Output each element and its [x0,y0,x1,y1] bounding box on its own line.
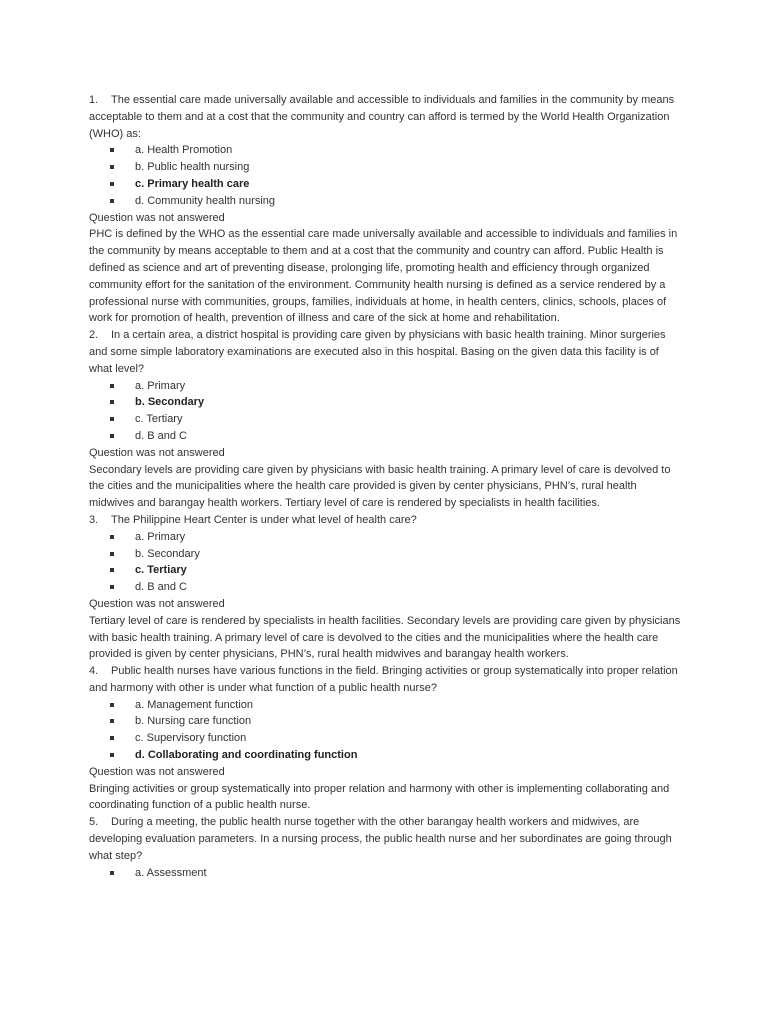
square-bullet-icon [110,585,114,589]
option [89,428,681,445]
question-body: During a meeting, the public health nurse together with the other barangay health workers and midwives, are developing evaluation parameters. In a nursing process, the public health nurse and her subordinates are going through what step? [89,816,672,862]
question-body: The essential care made universally available and accessible to individuals and families in the community by means acceptable to them and at a cost that the community and country can afford is termed by the World Health Organization (WHO) as: [89,94,675,140]
explanation: Bringing activities or group systematically into proper relation and harmony with other is implementing collaborating and coordinating function of a public health nurse. [89,782,670,812]
question-number: 5. [89,816,99,829]
square-bullet-icon [110,703,114,707]
options-list [89,142,681,209]
option-label: c. Primary health care [135,177,250,190]
option-label: d. Collaborating and coordinating function [135,749,358,762]
option-label: a. Management function [135,698,254,711]
question-text [89,814,681,864]
option-label: b. Public health nursing [135,161,250,174]
option-label: c. Tertiary [135,564,187,577]
question-text [89,512,681,529]
square-bullet-icon [110,417,114,421]
question-text [89,663,681,697]
question-number: 4. [89,665,99,678]
square-bullet-icon [110,148,114,152]
option [89,142,681,159]
correct-option [89,394,681,411]
option-label: b. Secondary [135,547,200,560]
question-text [89,92,681,142]
option-label: d. B and C [135,581,187,594]
option [89,529,681,546]
option-label: a. Health Promotion [135,144,233,157]
square-bullet-icon [110,568,114,572]
question-body: Public health nurses have various functions in the field. Bringing activities or group systematically into proper relation and harmony with other is under what function of a public health nurse? [89,665,678,694]
quiz-content [89,92,681,881]
square-bullet-icon [110,434,114,438]
option [89,579,681,596]
option-label: a. Assessment [135,866,207,879]
question-text [89,327,681,377]
option [89,730,681,747]
option-label: a. Primary [135,530,186,543]
option [89,697,681,714]
question-number: 2. [89,329,99,342]
option [89,378,681,395]
option-label: c. Supervisory function [135,732,247,745]
explanation: Secondary levels are providing care given by physicians with basic health training. A primary level of care is devolved to the cities and the municipalities where the health care provided is given by center physicians, PHN’s, rural health midwives and barangay health workers. Tertiary level of care is rendered by specialists in health facilities. [89,463,671,510]
options-list [89,529,681,596]
question-number: 1. [89,94,99,106]
square-bullet-icon [110,552,114,556]
square-bullet-icon [110,736,114,740]
option [89,411,681,428]
square-bullet-icon [110,165,114,169]
question-body: In a certain area, a district hospital is providing care given by physicians with basic health training. Minor surgeries and some simple laboratory examinations are executed also in this hospital. Basing on the given data this facility is of what level? [89,329,666,375]
option-label: c. Tertiary [135,413,183,426]
option-label: b. Secondary [135,396,205,409]
question-number: 3. [89,513,99,526]
correct-option [89,747,681,764]
explanation: Tertiary level of care is rendered by specialists in health facilities. Secondary levels are providing care given by physicians with basic health training. A primary level of care is devolved to the cities and the municipalities where the health care provided is given by center physicians, PHN’s, rural health midwives and barangay health workers. [89,614,681,661]
correct-option [89,176,681,193]
explanation: PHC is defined by the WHO as the essential care made universally available and accessible to individuals and families in the community by means acceptable to them and at a cost that the community and country can afford. Public Health is defined as science and art of preventing disease, prolonging life, promoting health and efficiency through organized community effort for the sanitation of the environment. Community health nursing is defined as a service rendered by a professional nurse with communities, groups, families, individuals at home, in health centers, clinics, schools, places of work for promotion of health, prevention of illness and care of the sick at home and rehabilitation. [89,228,678,325]
square-bullet-icon [110,535,114,539]
option-label: b. Nursing care function [135,715,252,728]
square-bullet-icon [110,719,114,723]
option [89,193,681,210]
options-list [89,697,681,764]
options-list [89,378,681,445]
question-body: The Philippine Heart Center is under what level of health care? [111,513,417,526]
option-label: d. Community health nursing [135,194,276,207]
option-label: a. Primary [135,379,186,392]
square-bullet-icon [110,199,114,203]
square-bullet-icon [110,753,114,757]
answer-status: Question was not answered [89,765,225,778]
option [89,546,681,563]
square-bullet-icon [110,384,114,388]
options-list [89,865,681,882]
answer-status: Question was not answered [89,597,225,610]
square-bullet-icon [110,182,114,186]
option [89,713,681,730]
answer-status: Question was not answered [89,446,225,459]
square-bullet-icon [110,871,114,875]
option-label: d. B and C [135,429,187,442]
square-bullet-icon [110,400,114,404]
correct-option [89,562,681,579]
option [89,865,681,882]
option [89,159,681,176]
answer-status: Question was not answered [89,211,225,224]
